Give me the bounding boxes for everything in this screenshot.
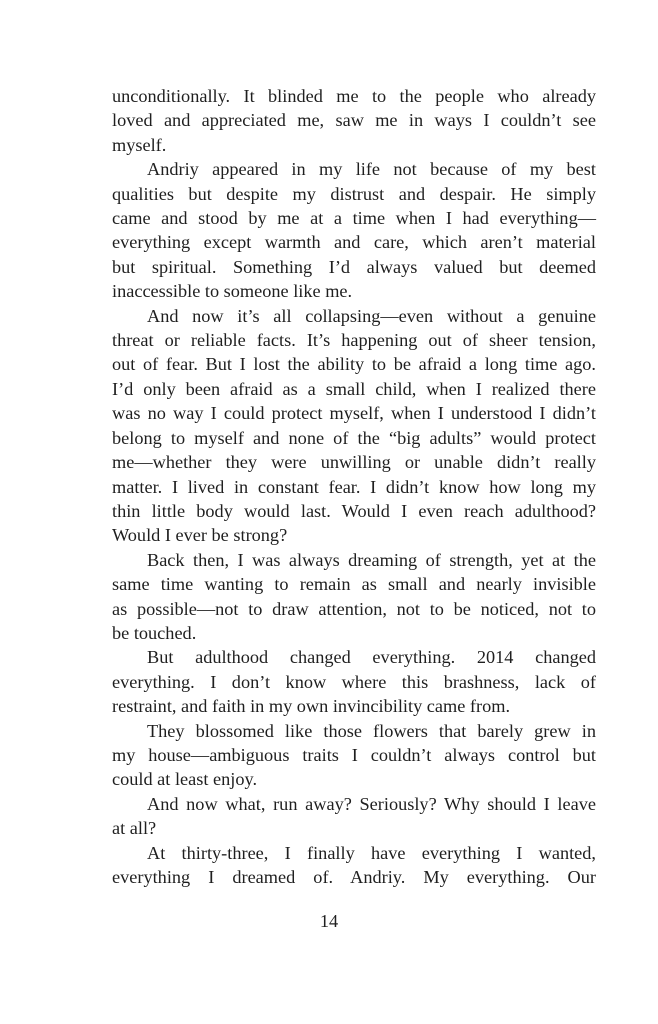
text-line: thin little body would last. Would I even reach adulthood? xyxy=(112,500,596,521)
text-line: Would I ever be strong? xyxy=(112,525,288,546)
text-line: At thirty-three, I finally have everything I wanted, xyxy=(147,842,596,863)
text-line: inaccessible to someone like me. xyxy=(112,281,353,302)
text-line: Back then, I was always dreaming of strength, yet at the xyxy=(147,549,596,570)
text-line: my house—ambiguous traits I couldn’t always control but xyxy=(112,744,596,765)
text-line: And now it’s all collapsing—even without a genuine xyxy=(147,305,596,326)
text-line: came and stood by me at a time when I had everything— xyxy=(112,208,596,229)
body-text xyxy=(112,84,596,889)
text-line: unconditionally. It blinded me to the people who already xyxy=(112,86,596,106)
text-line: be touched. xyxy=(112,622,197,643)
text-line: restraint, and faith in my own invincibility came from. xyxy=(112,696,511,717)
text-line: me—whether they were unwilling or unable didn’t really xyxy=(112,452,596,473)
text-line: everything. I don’t know where this brashness, lack of xyxy=(112,671,596,692)
text-line: loved and appreciated me, saw me in ways I couldn’t see xyxy=(112,110,596,131)
text-line: was no way I could protect myself, when I understood I didn’t xyxy=(112,403,596,424)
text-line: myself. xyxy=(112,134,167,155)
text-line: but spiritual. Something I’d always valued but deemed xyxy=(112,256,596,277)
text-line: at all? xyxy=(112,818,157,839)
text-line: And now what, run away? Seriously? Why should I leave xyxy=(147,793,596,814)
text-line: But adulthood changed everything. 2014 changed xyxy=(147,647,596,668)
text-line: everything I dreamed of. Andriy. My everything. Our xyxy=(112,867,596,887)
text-line: as possible—not to draw attention, not to be noticed, not to xyxy=(112,598,596,619)
text-line: matter. I lived in constant fear. I didn’t know how long my xyxy=(112,476,596,497)
text-line: belong to myself and none of the “big adults” would protect xyxy=(112,427,596,448)
text-line: qualities but despite my distrust and despair. He simply xyxy=(112,183,596,204)
text-line: could at least enjoy. xyxy=(112,769,258,790)
text-line: everything except warmth and care, which aren’t material xyxy=(112,232,596,253)
text-line: I’d only been afraid as a small child, when I realized there xyxy=(112,378,596,399)
text-line: out of fear. But I lost the ability to be afraid a long time ago. xyxy=(112,354,596,375)
text-line: same time wanting to remain as small and nearly invisible xyxy=(112,574,596,595)
text-line: Andriy appeared in my life not because of my best xyxy=(147,159,596,180)
text-line: They blossomed like those flowers that barely grew in xyxy=(147,720,596,741)
text-line: threat or reliable facts. It’s happening out of sheer tension, xyxy=(112,330,596,351)
page-number: 14 xyxy=(319,911,339,931)
